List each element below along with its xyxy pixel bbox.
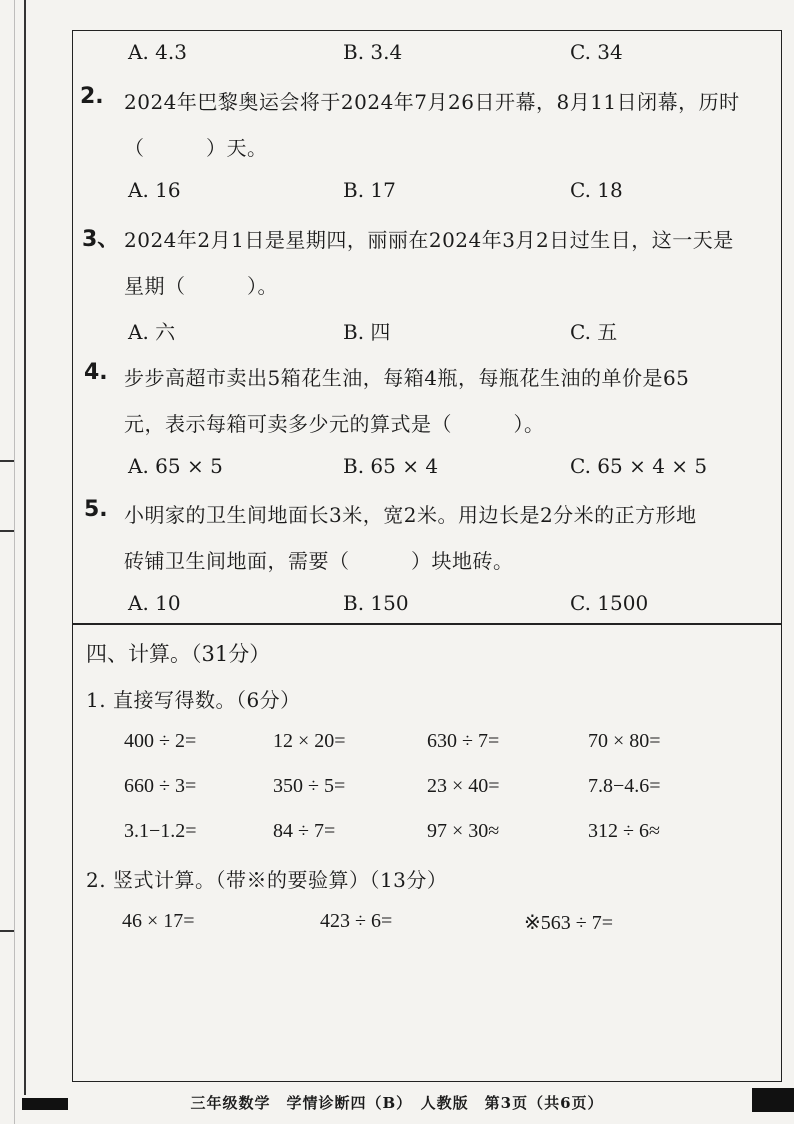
- binding-edge: [14, 0, 15, 1124]
- vertical-calc-item: 46 × 17=: [122, 910, 195, 932]
- calc-item: 660 ÷ 3=: [124, 775, 197, 797]
- calc-item: 23 × 40=: [427, 775, 500, 797]
- prev-option-a: A. 4.3: [128, 40, 187, 64]
- binding-tick: [0, 530, 14, 532]
- part1-title: 1. 直接写得数。（6分）: [86, 688, 301, 712]
- option-b: B. 65 × 4: [343, 454, 439, 478]
- calc-item: 400 ÷ 2=: [124, 730, 197, 752]
- question-text: 砖铺卫生间地面，需要（ ）块地砖。: [124, 549, 514, 573]
- option-a: A. 16: [128, 178, 181, 202]
- option-b: B. 150: [343, 591, 409, 615]
- option-c: C. 五: [570, 320, 618, 344]
- calc-item: 70 × 80=: [588, 730, 661, 752]
- question-text: 星期（ ）。: [124, 274, 278, 298]
- question-number: 2.: [80, 84, 104, 109]
- option-a: A. 65 × 5: [128, 454, 223, 478]
- question-number: 3、: [82, 227, 120, 252]
- option-a: A. 六: [128, 320, 176, 344]
- section-title: 四、计算。（31分）: [86, 642, 271, 666]
- calc-item: 7.8−4.6=: [588, 775, 661, 797]
- calc-item: 3.1−1.2=: [124, 820, 197, 842]
- question-text: 元，表示每箱可卖多少元的算式是（ ）。: [124, 412, 545, 436]
- binding-tick: [0, 930, 14, 932]
- prev-option-c: C. 34: [570, 40, 623, 64]
- calc-item: 350 ÷ 5=: [273, 775, 346, 797]
- option-c: C. 18: [570, 178, 623, 202]
- calc-item: 312 ÷ 6≈: [588, 820, 660, 842]
- question-number: 5.: [84, 497, 108, 522]
- question-text: 2024年2月1日是星期四，丽丽在2024年3月2日过生日，这一天是: [124, 228, 734, 252]
- vertical-calc-item: 423 ÷ 6=: [320, 910, 393, 932]
- calc-item: 84 ÷ 7=: [273, 820, 336, 842]
- question-text: 小明家的卫生间地面长3米，宽2米。用边长是2分米的正方形地: [124, 503, 697, 527]
- binding-tick: [0, 460, 14, 462]
- option-a: A. 10: [128, 591, 181, 615]
- calc-item: 12 × 20=: [273, 730, 346, 752]
- calc-item: 97 × 30≈: [427, 820, 500, 842]
- option-b: B. 四: [343, 320, 391, 344]
- question-text: 步步高超市卖出5箱花生油，每箱4瓶，每瓶花生油的单价是65: [124, 366, 690, 390]
- option-b: B. 17: [343, 178, 396, 202]
- prev-option-b: B. 3.4: [343, 40, 403, 64]
- question-text: （ ）天。: [124, 136, 268, 160]
- page-footer: 三年级数学 学情诊断四（B） 人教版 第3页（共6页）: [190, 1094, 604, 1112]
- question-number: 4.: [84, 360, 108, 385]
- section-divider: [72, 623, 782, 625]
- option-c: C. 65 × 4 × 5: [570, 454, 708, 478]
- question-text: 2024年巴黎奥运会将于2024年7月26日开幕，8月11日闭幕，历时: [124, 90, 740, 114]
- calc-item: 630 ÷ 7=: [427, 730, 500, 752]
- vertical-calc-item: ※563 ÷ 7=: [524, 912, 614, 934]
- option-c: C. 1500: [570, 591, 649, 615]
- part2-title: 2. 竖式计算。（带※的要验算）（13分）: [86, 868, 448, 892]
- binding-line: [24, 0, 26, 1095]
